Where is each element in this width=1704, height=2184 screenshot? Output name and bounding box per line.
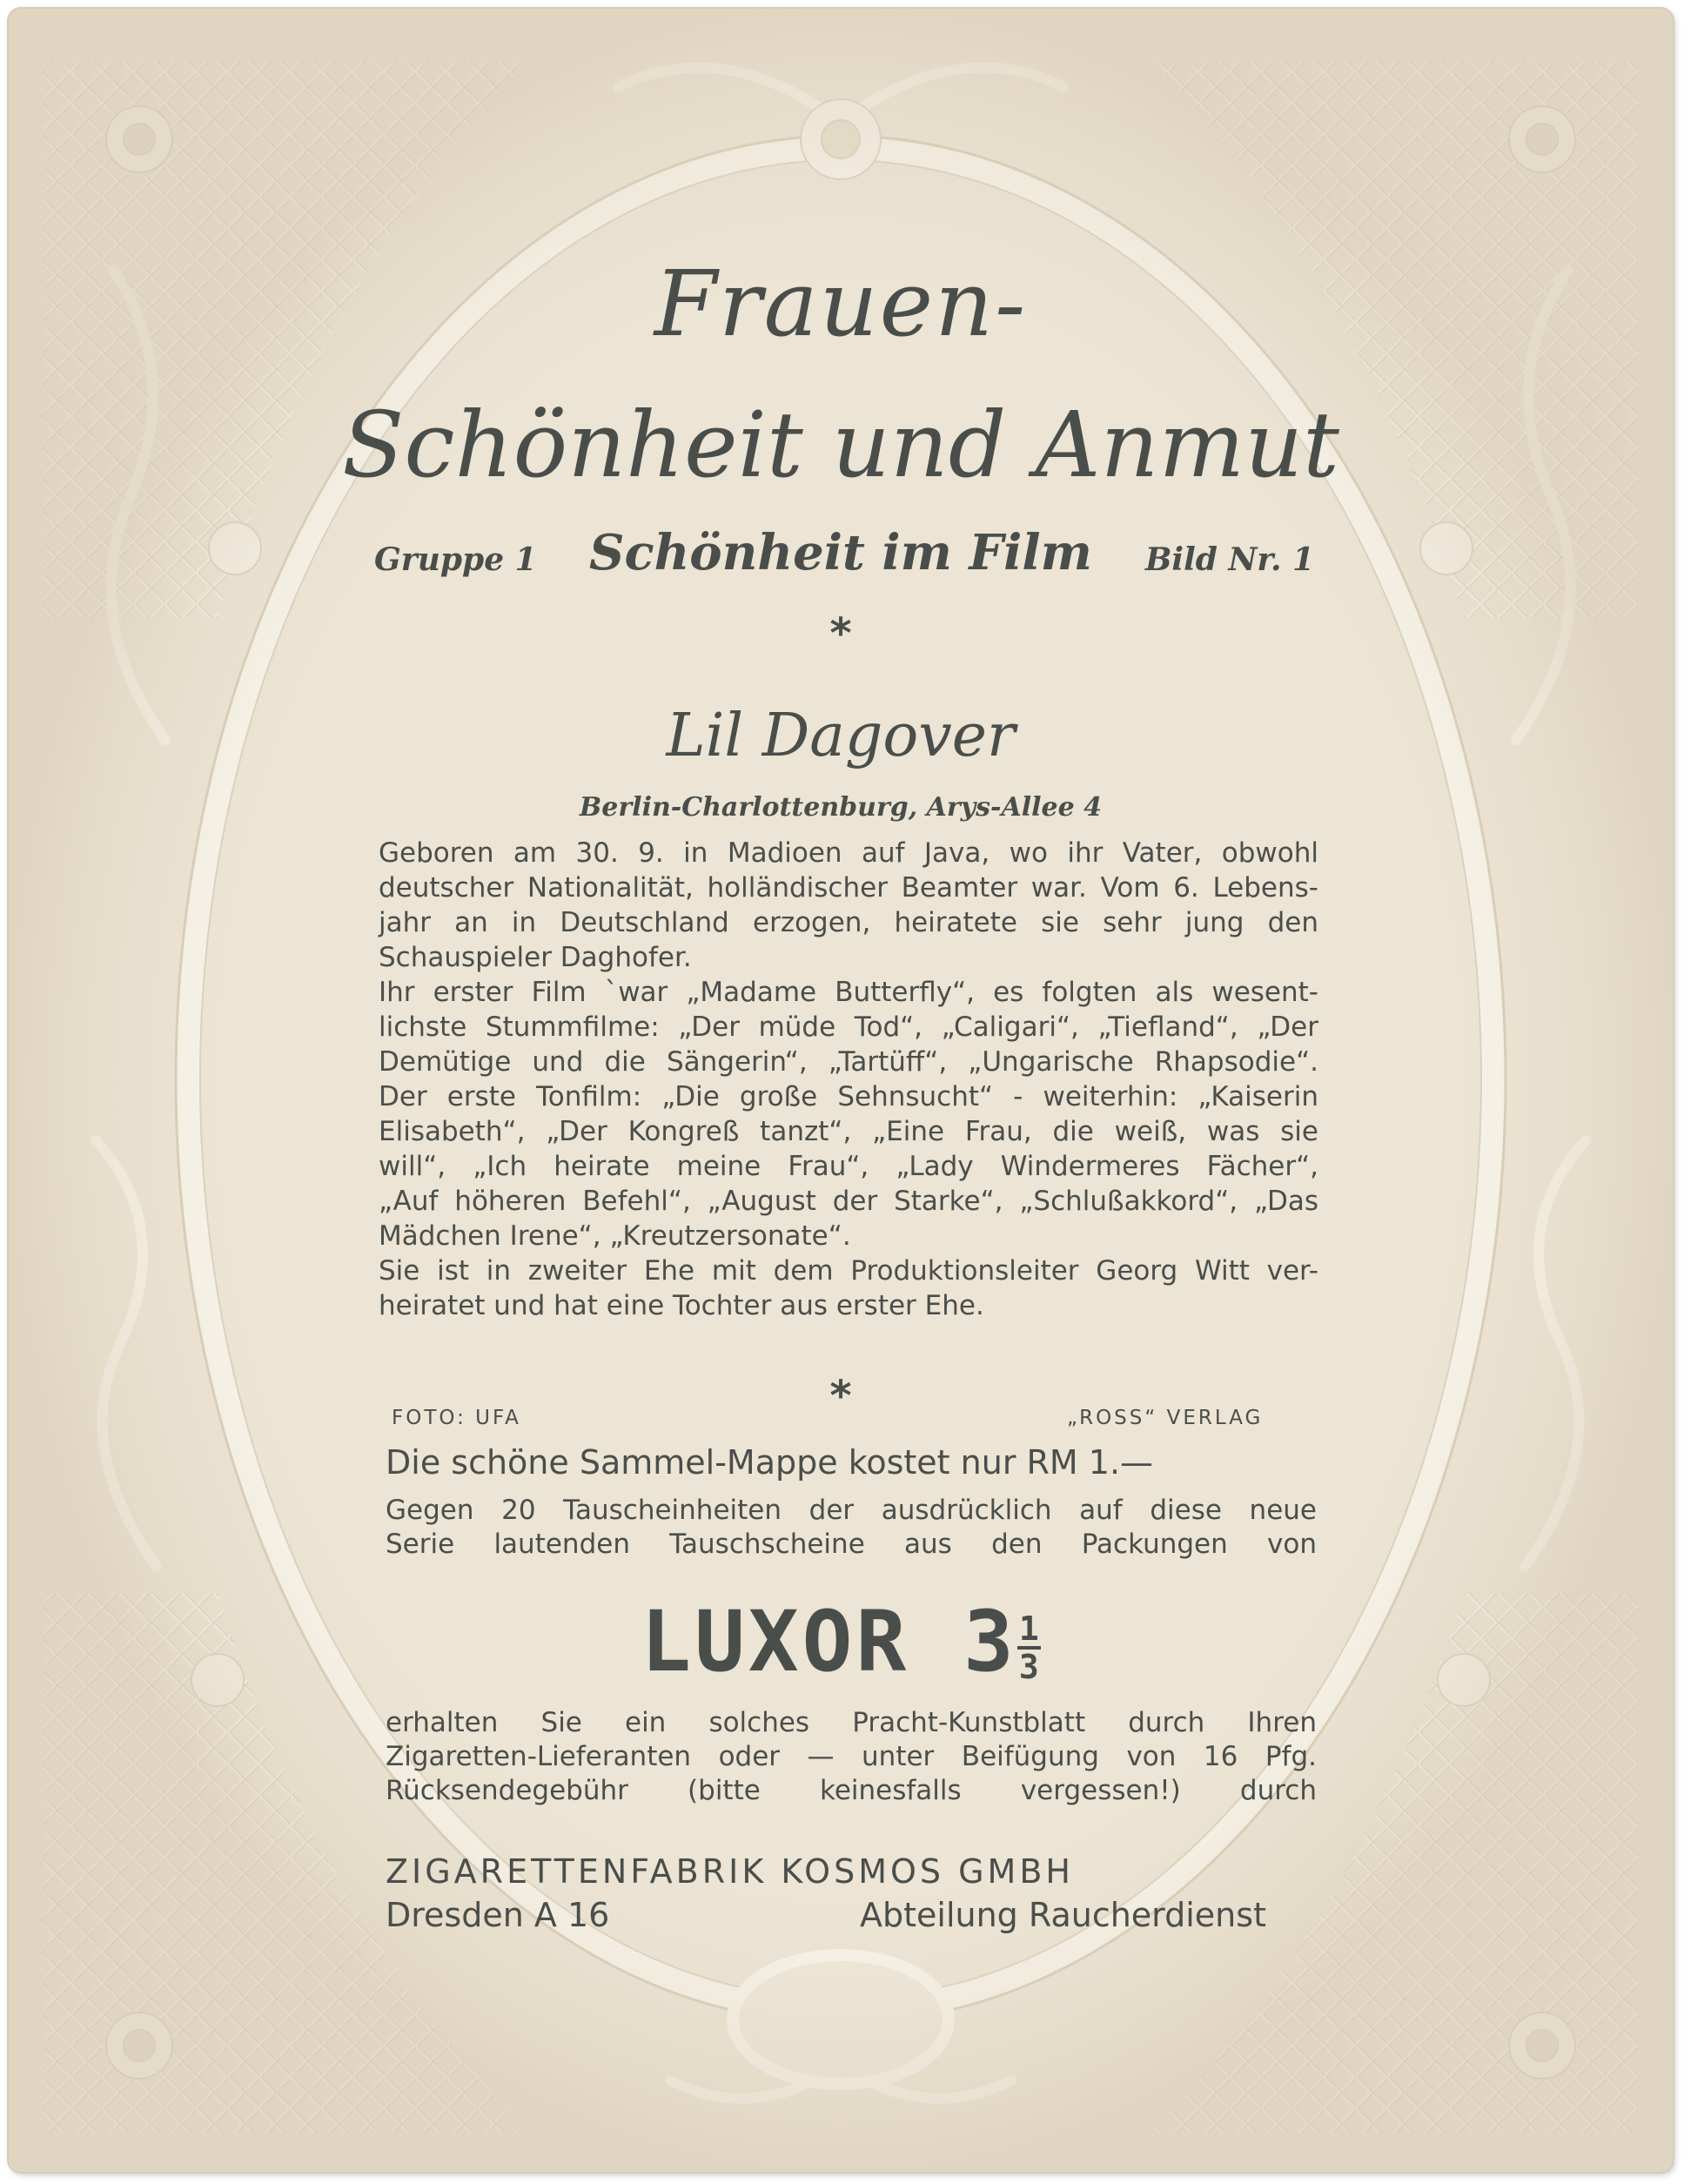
biography-line: deutscher Nationalität, holländischer Beamter war. Vom 6. Lebens- (379, 872, 1318, 904)
publisher-credit: „ROSS“ VERLAG (1067, 1407, 1264, 1429)
biography-line: will“, „Ich heirate meine Frau“, „Lady Windermeres Fächer“, (379, 1151, 1318, 1182)
biography-line: lichste Stummfilme: „Der müde Tod“, „Caligari“, „Tiefland“, „Der (379, 1011, 1318, 1043)
biography-line: Geboren am 30. 9. in Madioen auf Java, wo ihr Vater, obwohl (379, 837, 1318, 869)
group-label: Gruppe 1 (374, 541, 537, 578)
biography-line: Ihr erster Film `war „Madame Butterfly“, es folgten als wesent- (379, 977, 1318, 1008)
brand-price-whole: 3 (963, 1593, 1017, 1690)
biography-line: Schauspieler Daghofer. (379, 942, 692, 973)
actress-name: Lil Dagover (666, 702, 1016, 770)
biography-line: jahr an in Deutschland erzogen, heiratete sie sehr jung den (379, 907, 1318, 938)
biography-text (379, 836, 1318, 1323)
offer-body-line: Zigaretten-Lieferanten oder — unter Beifügung von 16 Pfg. (386, 1741, 1317, 1772)
photo-credit: FOTO: UFA (392, 1407, 521, 1429)
biography-line: heiratet und hat eine Tochter aus erster Ehe. (379, 1290, 984, 1321)
offer-intro (386, 1494, 1317, 1562)
divider-asterisk-bottom: * (829, 1372, 852, 1421)
biography-line: Der erste Tonfilm: „Die große Sehnsucht“ - weiterhin: „Kaiserin (379, 1081, 1318, 1112)
brand-logo (9, 1593, 1673, 1690)
divider-asterisk-top: * (829, 609, 852, 658)
offer-body (386, 1706, 1317, 1808)
series-subtitle: Schönheit im Film (589, 524, 1092, 581)
biography-line: Sie ist in zweiter Ehe mit dem Produktionsleiter Georg Witt ver- (379, 1255, 1318, 1287)
card-back (9, 9, 1673, 2172)
offer-headline: Die schöne Sammel-Mappe kostet nur RM 1.— (386, 1443, 1154, 1482)
brand-price-numerator: 1 (1018, 1609, 1039, 1648)
title-line-1: Frauen- (654, 251, 1028, 357)
brand-name: LUXOR (641, 1593, 910, 1690)
offer-intro-line: Gegen 20 Tauscheinheiten der ausdrücklich auf diese neue (386, 1495, 1317, 1526)
title-line-2: Schönheit und Anmut (342, 392, 1339, 498)
brand-price-fraction (1017, 1611, 1041, 1684)
actress-address: Berlin-Charlottenburg, Arys-Allee 4 (579, 792, 1103, 823)
offer-intro-line: Serie lautenden Tauschscheine aus den Packungen von (386, 1529, 1317, 1560)
biography-line: Elisabeth“, „Der Kongreß tanzt“, „Eine Frau, die weiß, was sie (379, 1116, 1318, 1147)
biography-line: Demütige und die Sängerin“, „Tartüff“, „Ungarische Rhapsodie“. (379, 1046, 1318, 1078)
company-name: ZIGARETTENFABRIK KOSMOS GMBH (386, 1852, 1074, 1891)
company-city: Dresden A 16 (386, 1896, 610, 1934)
picture-number: Bild Nr. 1 (1145, 541, 1315, 578)
biography-line: Mädchen Irene“, „Kreutzersonate“. (379, 1220, 851, 1252)
biography-line: „Auf höheren Befehl“, „August der Starke“, „Schlußakkord“, „Das (379, 1186, 1318, 1217)
company-department: Abteilung Raucherdienst (860, 1896, 1266, 1934)
brand-price-denominator: 3 (1018, 1647, 1039, 1686)
offer-body-line: Rücksendegebühr (bitte keinesfalls vergessen!) durch (386, 1775, 1317, 1806)
offer-body-line: erhalten Sie ein solches Pracht-Kunstblatt durch Ihren (386, 1707, 1317, 1738)
